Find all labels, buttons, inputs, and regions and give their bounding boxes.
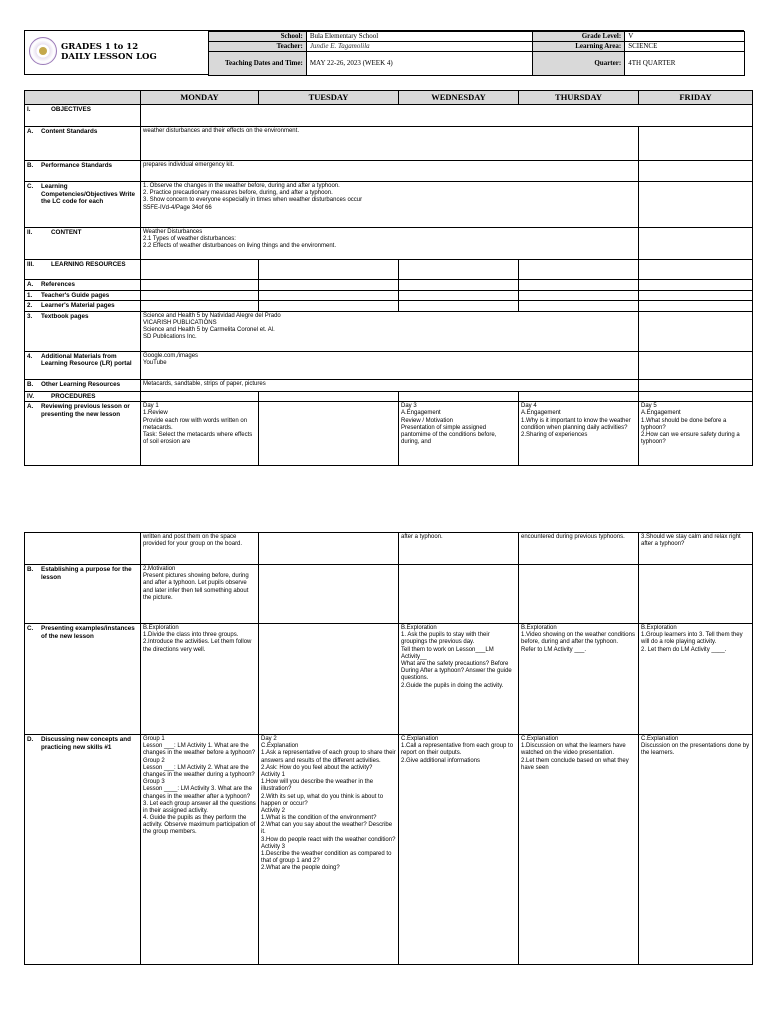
- continued-wednesday: after a typhoon.: [399, 533, 519, 565]
- discussing-friday: C.Explanation Discussion on the presentations done by the learners.: [639, 735, 753, 965]
- school-value: Bula Elementary School: [306, 32, 533, 42]
- day-header-monday: MONDAY: [141, 91, 259, 105]
- discussing-monday: Group 1 Lesson ___: LM Activity 1. What are the changes in the weather before a typhoon? Group 2 Lesson ___: LM Activity 2. What are the changes in the weather during a typhoon? Group 3 Lesson ____: LM Activity 3. What are the changes in the weather after a typhoon? 3. Let each group answer all the questions in their assigned activity. 4. Guide the pupils as they perform the activity. Observe maximum participation of the group members.: [141, 735, 259, 965]
- other-resources-text: Metacards, sandtable, strips of paper, pictures: [141, 379, 639, 391]
- quarter-label: Quarter:: [533, 52, 625, 76]
- performance-standards-friday: [639, 161, 753, 182]
- other-resources-friday: [639, 379, 753, 391]
- additional-materials-text: Google.com,/images YouTube: [141, 351, 639, 379]
- reviewing-wednesday: Day 3 A.Engagement Review / Motivation Presentation of simple assigned pantomime of the conditions before, during, and: [399, 402, 519, 466]
- performance-standards-label: B. Performance Standards: [25, 161, 141, 182]
- content-text: Weather Disturbances 2.1 Types of weather disturbances: 2.2 Effects of weather disturbances on living things and the environment.: [141, 228, 639, 260]
- log-title: GRADES 1 to 12 DAILY LESSON LOG: [61, 42, 157, 63]
- procedures-label: IV. PROCEDURES: [25, 391, 141, 402]
- textbook-label: 3. Textbook pages: [25, 311, 141, 351]
- continued-label: [25, 533, 141, 565]
- additional-materials-friday: [639, 351, 753, 379]
- competencies-friday: [639, 182, 753, 228]
- discussing-wednesday: C.Explanation 1.Call a representative from each group to report on their outputs. 2.Give additional informations: [399, 735, 519, 965]
- discussing-tuesday: Day 2 C.Explanation 1.Ask a representative of each group to share their answers and results of the different activities. 2.Ask: How do you feel about the activity? Activity 1 1.How will you describe the weather in the illustration? 2.With its set up, what do you think is about to happen or occur? Activity 2 1.What is the condition of the environment? 2.What can you say about the weather? Describe it. 3.How do people react with the weather condition? Activity 3 1.Describe the weather condition as compared to that of group 1 and 2? 2.What are the people doing?: [259, 735, 399, 965]
- reviewing-monday: Day 1 1.Review Provide each row with words written on metacards. Task: Select the metacards where effects of soil erosion are: [141, 402, 259, 466]
- textbook-friday: [639, 311, 753, 351]
- day-header-friday: FRIDAY: [639, 91, 753, 105]
- teacher-value: Jundie E. Tagamolila: [306, 42, 533, 52]
- day-header-thursday: THURSDAY: [519, 91, 639, 105]
- day-header-tuesday: TUESDAY: [259, 91, 399, 105]
- dates-value: MAY 22-26, 2023 (WEEK 4): [306, 52, 533, 76]
- content-label: II. CONTENT: [25, 228, 141, 260]
- presenting-label: C. Presenting examples/instances of the new lesson: [25, 624, 141, 735]
- purpose-friday: [639, 565, 753, 624]
- discussing-thursday: C.Explanation 1.Discussion on what the learners have watched on the video presentation. 2.Let them conclude based on what they have seen: [519, 735, 639, 965]
- continued-friday: 3.Should we stay calm and relax right after a typhoon?: [639, 533, 753, 565]
- competencies-text: 1. Observe the changes in the weather before, during and after a typhoon. 2. Practice precautionary measures before, during, and after a typhoon. 3. Show concern to everyone especially in times when weather disturbances occur S5FE-IVd-4/Page 34of 66: [141, 182, 639, 228]
- content-standards-text: weather disturbances and their effects on the environment.: [141, 127, 639, 161]
- purpose-monday: 2.Motivation Present pictures showing before, during and after a typhoon. Let pupils observe and later infer then tell something about the picture.: [141, 565, 259, 624]
- competencies-label: C. Learning Competencies/Objectives Write the LC code for each: [25, 182, 141, 228]
- reviewing-thursday: Day 4 A.Engagement 1.Why is it important to know the weather condition when planning daily activities? 2.Sharing of experiences: [519, 402, 639, 466]
- learners-material-label: 2. Learner's Material pages: [25, 301, 141, 312]
- grade-label: Grade Level:: [533, 32, 625, 42]
- performance-standards-text: prepares individual emergency kit.: [141, 161, 639, 182]
- content-standards-label: A. Content Standards: [25, 127, 141, 161]
- reviewing-tuesday: [259, 402, 399, 466]
- area-label: Learning Area:: [533, 42, 625, 52]
- presenting-friday: B.Exploration 1.Group learners into 3. Tell them they will do a role playing activity. 2. Let them do LM Activity ____.: [639, 624, 753, 735]
- reviewing-friday: Day 5 A.Engagement 1.What should be done before a typhoon? 2.How can we ensure safety during a typhoon?: [639, 402, 753, 466]
- objectives-label: I. OBJECTIVES: [25, 105, 141, 127]
- objectives-cell: [141, 105, 753, 127]
- continued-tuesday: [259, 533, 399, 565]
- teacher-label: Teacher:: [209, 42, 307, 52]
- references-label: A. References: [25, 280, 141, 291]
- purpose-wednesday: [399, 565, 519, 624]
- presenting-wednesday: B.Exploration 1. Ask the pupils to stay with their groupings the previous day. Tell them to work on Lesson___LM Activity__ What are the safety precautions? Before During After a typhoon? Answer the guide questions. 2.Guide the pupils in doing the activity.: [399, 624, 519, 735]
- teachers-guide-label: 1. Teacher's Guide pages: [25, 290, 141, 301]
- header-block: [24, 30, 744, 75]
- presenting-monday: B.Exploration 1.Divide the class into three groups. 2.Introduce the activities. Let them follow the directions very well.: [141, 624, 259, 735]
- presenting-tuesday: [259, 624, 399, 735]
- corner-cell: [25, 91, 141, 105]
- dates-label: Teaching Dates and Time:: [209, 52, 307, 76]
- lesson-plan-table-page2: [24, 532, 753, 965]
- purpose-thursday: [519, 565, 639, 624]
- reviewing-label: A. Reviewing previous lesson or presenting the new lesson: [25, 402, 141, 466]
- additional-materials-label: 4. Additional Materials from Learning Resource (LR) portal: [25, 351, 141, 379]
- deped-seal-icon: [29, 37, 57, 65]
- textbook-text: Science and Health 5 by Natividad Alegre del Prado VICARISH PUBLICATIONS Science and Health 5 by Carmelita Coronel et. Al. SD Publications Inc.: [141, 311, 639, 351]
- discussing-label: D. Discussing new concepts and practicing new skills #1: [25, 735, 141, 965]
- grade-value: V: [625, 32, 745, 42]
- purpose-tuesday: [259, 565, 399, 624]
- continued-thursday: encountered during previous typhoons.: [519, 533, 639, 565]
- day-header-wednesday: WEDNESDAY: [399, 91, 519, 105]
- presenting-thursday: B.Exploration 1.Video showing on the weather conditions before, during and after the typhoon. Refer to LM Activity ___.: [519, 624, 639, 735]
- content-friday: [639, 228, 753, 260]
- continued-monday: written and post them on the space provided for your group on the board.: [141, 533, 259, 565]
- content-standards-friday: [639, 127, 753, 161]
- lesson-plan-table-page1: [24, 90, 753, 466]
- purpose-label: B. Establishing a purpose for the lesson: [25, 565, 141, 624]
- header-info-table: [208, 31, 745, 76]
- area-value: SCIENCE: [625, 42, 745, 52]
- school-label: School:: [209, 32, 307, 42]
- quarter-value: 4TH QUARTER: [625, 52, 745, 76]
- other-resources-label: B. Other Learning Resources: [25, 379, 141, 391]
- resources-label: III. LEARNING RESOURCES: [25, 260, 141, 280]
